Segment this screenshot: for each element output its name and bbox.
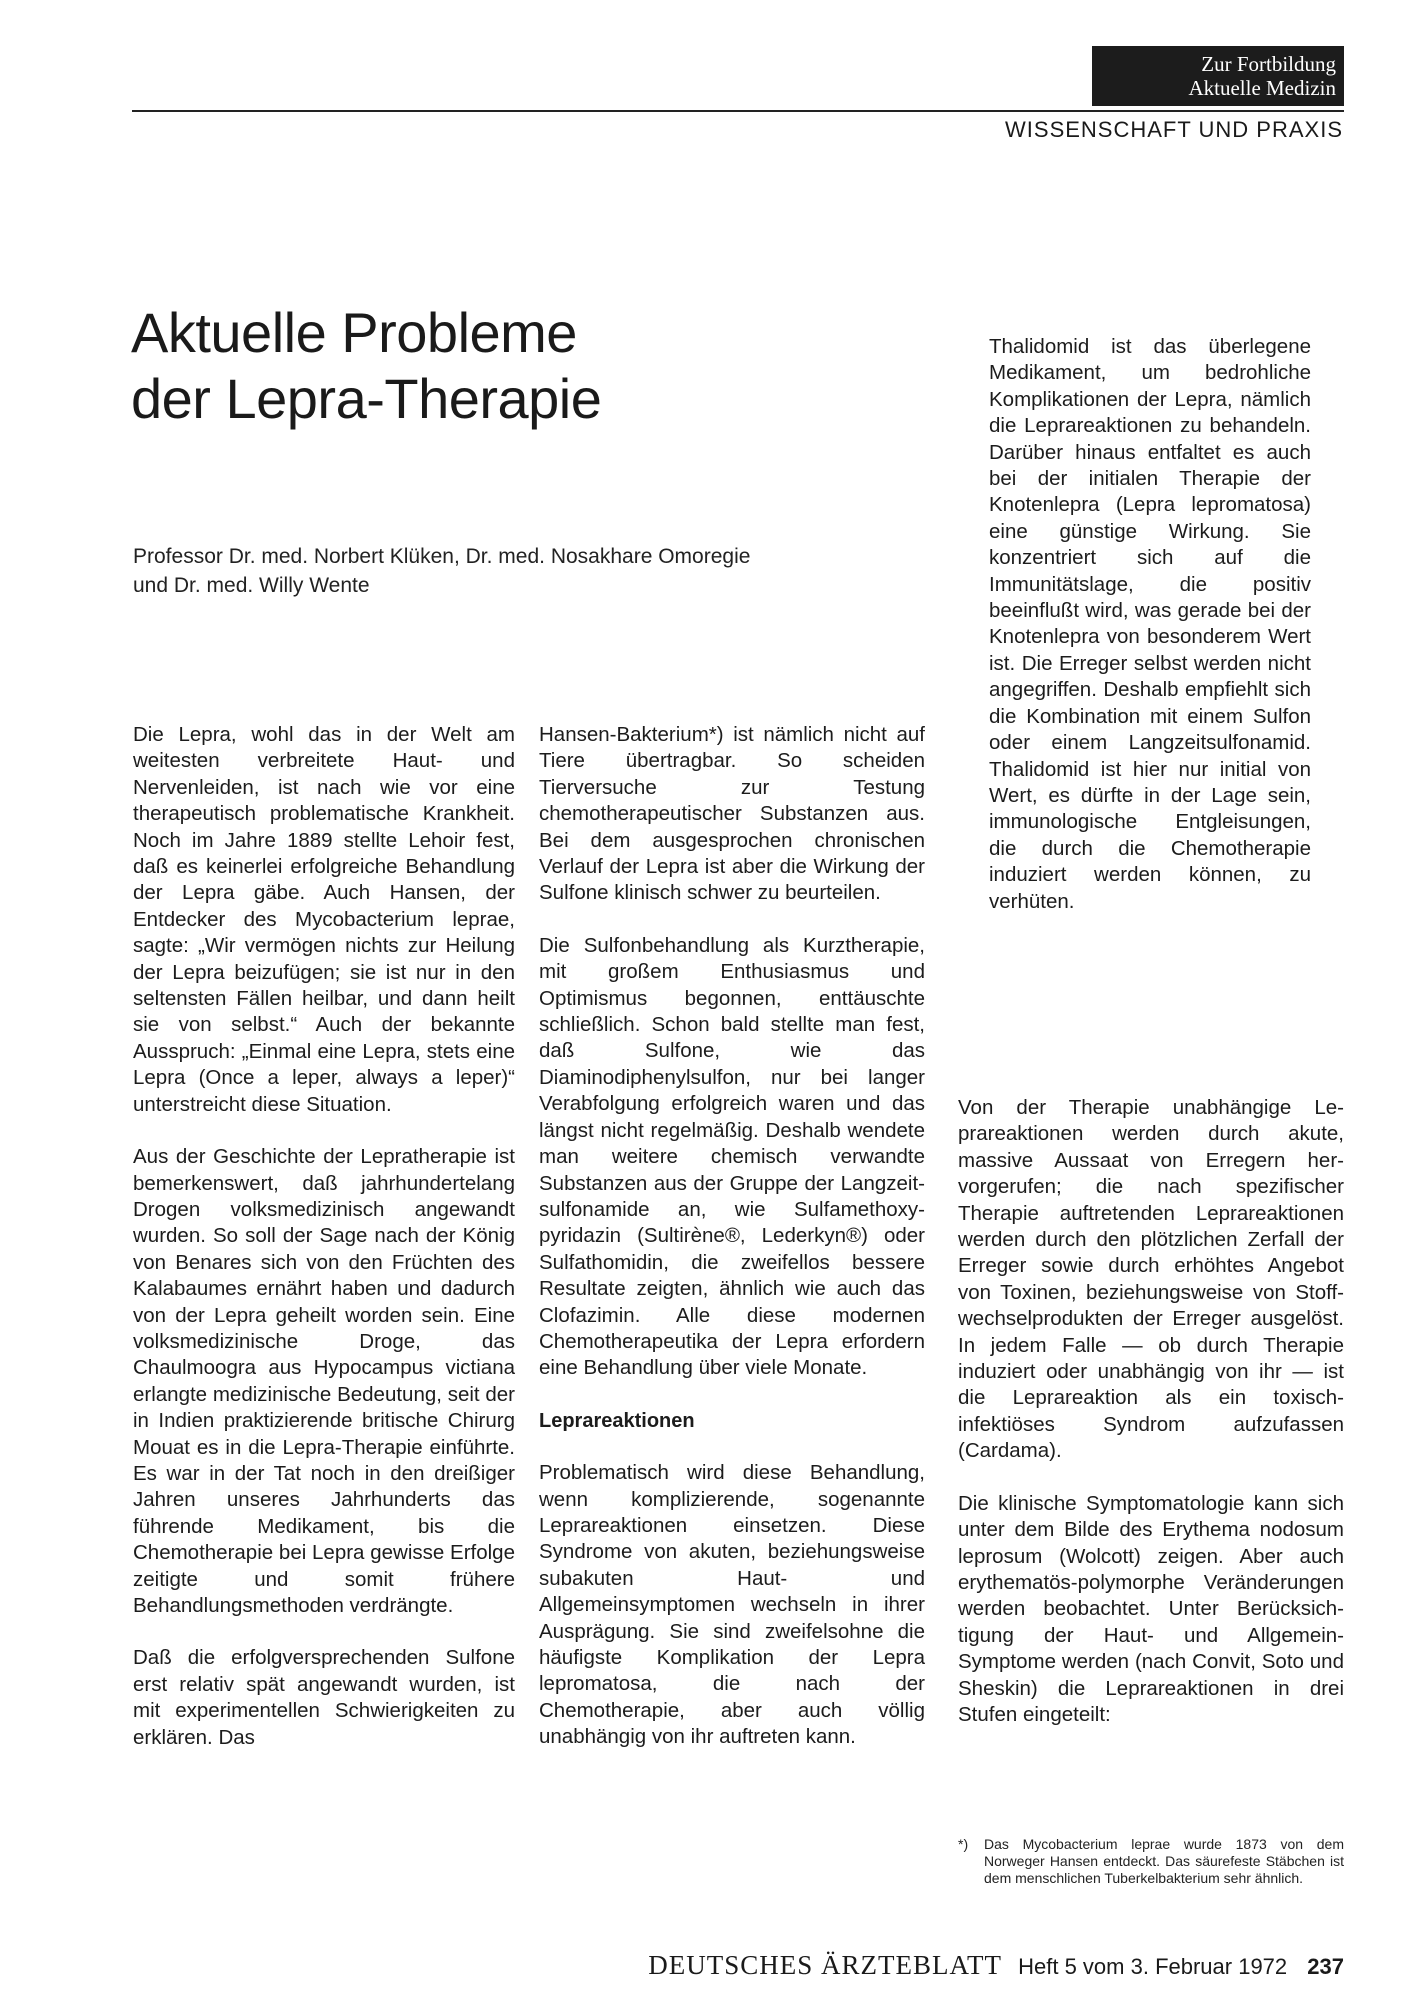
page-footer [595, 1950, 1344, 1981]
authors-line-2: und Dr. med. Willy Wente [133, 574, 370, 597]
body-paragraph: Aus der Geschichte der Lepratherapie ist bemerkenswert, daß jahrhundertelang Drogen volksmedizinisch angewandt wurden. So soll der Sage nach der König von Benares sich von den Früchten des Kalabaumes ernährt haben und dadurch von der Lepra geheilt worden sein. Eine volksmedizinische Droge, das Chaulmoogra aus Hypocampus victiana erlangte medizinische Bedeutung, seit der in Indien praktizierende britische Chirurg Mouat es in die Lepra-Therapie einführte. Es war in der Tat noch in den dreißiger Jahren unseres Jahrhunderts das führende Medikament, bis die Chemotherapie bei Lepra gewisse Erfolge zeitigte und somit frühere Behandlungsmethoden verdrängte. [133, 1145, 515, 1617]
body-paragraph: Die Sulfonbehandlung als Kurztherapie, mit großem Enthusiasmus und Optimismus begonnen, enttäuschte schließlich. Schon bald stellte man fest, daß Sulfone, wie das Diaminodiphenylsulfon, nur bei langer Verabfolgung erfolgreich waren und das längst nicht regelmäßig. Deshalb wendete man weitere chemisch verwandte Substanzen aus der Gruppe der Langzeitsulfonamide an, wie Sulfamethoxypyridazin (Sultirène®, Lederkyn®) oder Sulfathomidin, die zweifellos bessere Resultate zeigten, ähnlich wie auch das Clofazimin. Alle diese modernen Chemotherapeutika der Lepra erfordern eine Behandlung über viele Monate. [539, 933, 925, 1380]
body-paragraph: Thalidomid ist das überlegene Medikament, um bedrohliche Komplikationen der Lepra, nämlich die Leprareaktionen zu behandeln. Darüber hinaus entfaltet es auch bei der initialen Therapie der Knotenlepra (Lepra lepromatosa) eine günstige Wirkung. Sie konzentriert sich auf die Immunitätslage, die positiv beeinflußt wird, was gerade bei der Knotenlepra von besonderem Wert ist. Die Erreger selbst werden nicht angegriffen. Deshalb empfiehlt sich die Kombination mit einem Sulfon oder einem Langzeitsulfonamid. Thalidomid ist hier nur initial von Wert, es dürfte in der Lage sein, immunologische Entgleisungen, die durch die Chemotherapie induziert werden können, zu verhüten. [989, 335, 1311, 913]
publication-name: DEUTSCHES ÄRZTEBLATT [648, 1950, 1002, 1980]
author-byline [133, 542, 893, 600]
column-3 [958, 1095, 1344, 1754]
header-rule [132, 110, 1344, 112]
issue-info: Heft 5 vom 3. Februar 1972 [1018, 1954, 1288, 1979]
body-paragraph: Von der Therapie unabhängige Leprareaktionen werden durch akute, massive Aussaat von Erregern hervorgerufen; die nach spezifischer Therapie auftretenden Leprareaktionen werden durch den plötzlichen Zerfall der Erreger sowie durch erhöhtes Angebot von Toxinen, beziehungsweise von Stoffwechselprodukten der Erreger ausgelöst. In jedem Falle — ob durch Therapie induziert oder unabhängig von ihr — ist die Leprareaktion als ein toxisch-infektiöses Syndrom aufzufassen (Cardama). [958, 1096, 1344, 1463]
body-paragraph: Hansen-Bakterium*) ist nämlich nicht auf Tiere übertragbar. So scheiden Tierversuche zur Testung chemotherapeutischer Substanzen aus. Bei dem ausgesprochen chronischen Verlauf der Lepra ist aber die Wirkung der Sulfone klinisch schwer zu beurteilen. [539, 723, 925, 905]
footnote-text: Das Mycobacterium leprae wurde 1873 von dem Norweger Hansen entdeckt. Das säurefeste Stäbchen ist dem menschlichen Tuberkelbakterium sehr ähnlich. [984, 1836, 1344, 1886]
title-line-2: der Lepra-Therapie [131, 367, 602, 430]
column-3-boxed-text [989, 334, 1311, 941]
authors-line-1: Professor Dr. med. Norbert Klüken, Dr. med. Nosakhare Omoregie [133, 545, 751, 568]
column-1 [133, 722, 515, 1777]
rubric-line-fortbildung: Zur Fortbildung [1201, 52, 1336, 76]
column-2 [539, 722, 925, 1777]
body-paragraph: Die Lepra, wohl das in der Welt am weitesten verbreitete Haut- und Nervenleiden, ist nach wie vor eine therapeutisch problematische Krankheit. Noch im Jahre 1889 stellte Lehoir fest, daß es keinerlei erfolgreiche Behandlung der Lepra gäbe. Auch Hansen, der Entdecker des Mycobacterium leprae, sagte: „Wir vermögen nichts zur Heilung der Lepra beizufügen; sie ist nur in den seltensten Fällen heilbar, und dann heilt sie von selbst.“ Auch der bekannte Ausspruch: „Einmal eine Lepra, stets eine Lepra (Once a leper, always a leper)“ unterstreicht diese Situation. [133, 723, 515, 1116]
footnote [958, 1836, 1344, 1887]
page-number: 237 [1307, 1954, 1344, 1979]
article-title [131, 300, 831, 432]
section-label: WISSENSCHAFT UND PRAXIS [1005, 117, 1343, 142]
body-paragraph: Daß die erfolgversprechenden Sulfone erst relativ spät angewandt wurden, ist mit experimentellen Schwierigkeiten zu erklären. Das [133, 1646, 515, 1749]
body-paragraph: Die klinische Symptomatologie kann sich unter dem Bilde des Erythema nodosum leprosum (Wolcott) zeigen. Aber auch erythematös-polymorphe Veränderungen werden beobachtet. Unter Berücksichtigung der Haut- und Allgemein-Symptome werden (nach Convit, Soto und Sheskin) die Leprareaktionen in drei Stufen eingeteilt: [958, 1491, 1344, 1726]
body-paragraph: Problematisch wird diese Behandlung, wenn komplizierende, sogenannte Leprareaktionen einsetzen. Diese Syndrome von akuten, beziehungsweise subakuten Haut- und Allgemeinsymptomen wechseln in ihrer Ausprägung. Sie sind zweifelsohne die häufigste Komplikation der Lepra lepromatosa, die nach der Chemotherapie, aber auch völlig unabhängig von ihr auftreten kann. [539, 1461, 925, 1749]
rubric-line-medizin: Aktuelle Medizin [1188, 76, 1336, 100]
subheading-leprareaktionen: Leprareaktionen [539, 1409, 695, 1432]
rubric-badge [1092, 46, 1344, 106]
footnote-mark: *) [958, 1836, 969, 1852]
title-line-1: Aktuelle Probleme [131, 301, 577, 364]
